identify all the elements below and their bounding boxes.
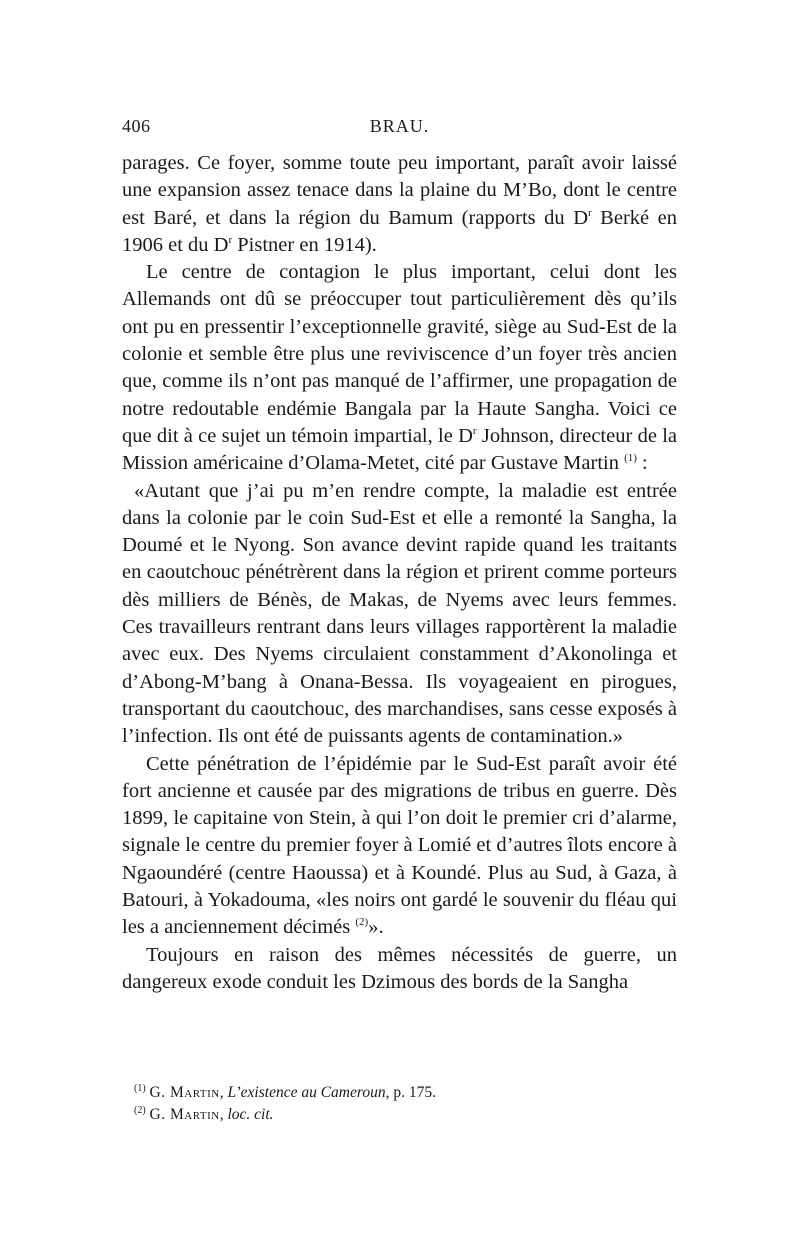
footnote-separator: , bbox=[219, 1106, 228, 1123]
footnote-page: , p. 175. bbox=[385, 1084, 436, 1101]
paragraph-text: Pistner en 1914). bbox=[232, 233, 377, 256]
paragraph-text: Berké en 1906 et du D bbox=[122, 206, 677, 256]
footnote-author: G. Martin bbox=[149, 1084, 220, 1101]
paragraph: Toujours en raison des mêmes nécessités de guerre, un dangereux exode conduit les Dzimous des bords de la Sangha bbox=[122, 943, 677, 993]
paragraph-text: Le centre de contagion le plus important, celui dont les Allemands ont dû se préoccuper tout particulièrement dès qu’ils ont pu en pressentir l’exceptionnelle gravité, siège au Sud-Est de la colonie et semble être plus une reviviscence d’un foyer très ancien que, comme ils n’ont pas manqué de l’affirmer, une propagation de notre redoutable endémie Bangala par la Haute Sangha. Voici ce que dit à ce sujet un témoin impartial, le D bbox=[122, 261, 677, 447]
superscript: r bbox=[228, 234, 233, 247]
footnote-separator: , bbox=[219, 1084, 228, 1101]
footnote-mark: (1) bbox=[134, 1082, 146, 1094]
quoted-paragraph: «Autant que j’ai pu m’en rendre compte, la maladie est entrée dans la colonie par le coin Sud-Est et elle a remonté la Sangha, la Doumé et le Nyong. Son avance devint rapide quand les traitants en caoutchouc pénétrèrent dans la région et prirent comme porteurs dès milliers de Bénès, de Makas, de Nyems avec leurs femmes. Ces travailleurs rentrant dans leurs villages rapportèrent la maladie avec eux. Des Nyems circulaient constamment d’Akonolinga et d’Abong-M’bang à Onana-Bessa. Ils voyageaient en pirogues, transportant du caoutchouc, des marchandises, sans cesse exposés à l’infection. Ils ont été de puissants agents de contamination.» bbox=[122, 479, 677, 748]
paragraph-text: Cette pénétration de l’épidémie par le Sud-Est paraît avoir été fort ancienne et causée par des migrations de tribus en guerre. Dès 1899, le capitaine von Stein, à qui l’on doit le premier cri d’alarme, signale le centre du premier foyer à Lomié et d’autres îlots encore à Ngaoundéré (centre Haoussa) et à Koundé. Plus au Sud, à Gaza, à Batouri, à Yokadouma, «les noirs ont gardé le souvenir du fléau qui les a anciennement décimés bbox=[122, 752, 677, 939]
body-text bbox=[122, 150, 677, 996]
footnote-title: loc. cit. bbox=[227, 1106, 274, 1123]
superscript: r bbox=[588, 206, 592, 219]
paragraph-text: : bbox=[636, 452, 648, 475]
running-head: BRAU. bbox=[369, 116, 430, 136]
paragraph-text: parages. Ce foyer, somme toute peu important, paraît avoir laissé une expansion assez tenace dans la plaine du M’Bo, dont le centre est Baré, et dans la région du Bamum (rapports du D bbox=[122, 152, 677, 229]
footnote-ref: (1) bbox=[624, 452, 637, 465]
paragraph bbox=[122, 751, 677, 942]
footnote-ref: (2) bbox=[355, 916, 369, 929]
page-number: 406 bbox=[122, 116, 151, 136]
page-header bbox=[122, 116, 677, 146]
footnote-author: G. Martin bbox=[149, 1106, 220, 1123]
paragraph-text: ». bbox=[368, 916, 384, 939]
paragraph bbox=[122, 150, 677, 259]
footnotes bbox=[134, 1082, 674, 1126]
footnote-mark: (2) bbox=[134, 1104, 146, 1116]
superscript: r bbox=[472, 425, 477, 438]
footnote-title: L’existence au Cameroun bbox=[227, 1084, 386, 1101]
paragraph bbox=[122, 259, 677, 477]
paragraph-text: Johnson, directeur de la Mission américaine d’Olama-Metet, cité par Gustave Martin bbox=[122, 424, 677, 475]
footnote bbox=[134, 1082, 674, 1104]
footnote bbox=[134, 1104, 674, 1126]
